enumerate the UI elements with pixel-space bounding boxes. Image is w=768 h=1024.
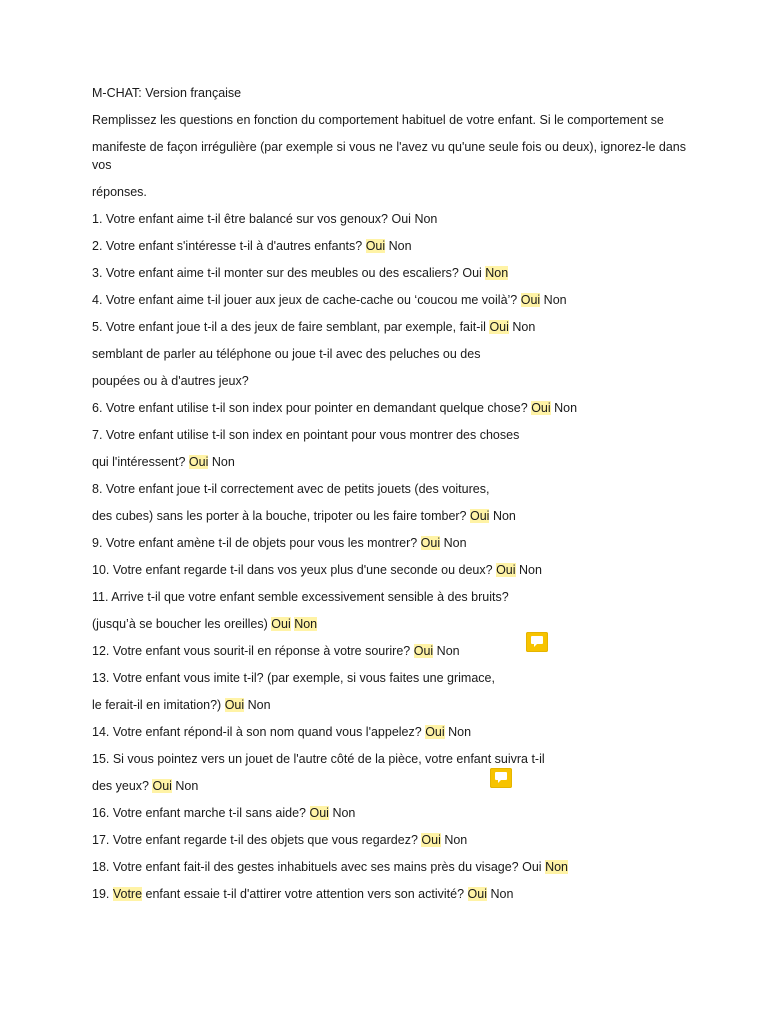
intro-line-3: réponses. <box>92 185 147 199</box>
answer-oui: Oui <box>271 617 291 631</box>
answer-non: Non <box>443 536 467 550</box>
question-text: le ferait-il en imitation?) <box>92 698 222 712</box>
question-text: 16. Votre enfant marche t-il sans aide? <box>92 806 307 820</box>
answer-oui: Oui <box>531 401 551 415</box>
question-line <box>92 399 688 417</box>
question-text: 18. Votre enfant fait-il des gestes inhabituels avec ses mains près du visage? <box>92 860 519 874</box>
question-text: enfant essaie t-il d'attirer votre attention vers son activité? <box>142 887 465 901</box>
question-text: des cubes) sans les porter à la bouche, tripoter ou les faire tomber? <box>92 509 467 523</box>
question-line <box>92 642 688 660</box>
question-line <box>92 615 688 633</box>
answer-oui: Oui <box>522 860 542 874</box>
question-line <box>92 804 688 822</box>
intro-line-1: Remplissez les questions en fonction du comportement habituel de votre enfant. Si le comportement se <box>92 113 664 127</box>
question-list <box>92 210 688 903</box>
question-line <box>92 507 688 525</box>
question-text: 17. Votre enfant regarde t-il des objets que vous regardez? <box>92 833 418 847</box>
answer-oui: Oui <box>188 455 209 469</box>
answer-non: Non <box>485 266 509 280</box>
question-text: 5. Votre enfant joue t-il a des jeux de faire semblant, par exemple, fait-il <box>92 320 486 334</box>
question-text: 10. Votre enfant regarde t-il dans vos yeux plus d'une seconde ou deux? <box>92 563 493 577</box>
answer-non: Non <box>247 698 271 712</box>
answer-oui: Oui <box>420 536 441 550</box>
question-text: 8. Votre enfant joue t-il correctement avec de petits jouets (des voitures, <box>92 482 490 496</box>
question-text: (jusqu’à se boucher les oreilles) <box>92 617 268 631</box>
answer-oui: Oui <box>413 644 434 658</box>
question-line <box>92 210 688 228</box>
question-text: 12. Votre enfant vous sourit-il en réponse à votre sourire? <box>92 644 411 658</box>
question-text: 7. Votre enfant utilise t-il son index en pointant pour vous montrer des choses <box>92 428 520 442</box>
answer-non: Non <box>436 644 460 658</box>
answer-oui: Oui <box>309 806 329 820</box>
answer-non: Non <box>175 779 199 793</box>
answer-oui: Oui <box>470 509 490 523</box>
answer-non: Non <box>444 833 468 847</box>
answer-oui: Oui <box>391 212 411 226</box>
question-text: 2. Votre enfant s'intéresse t-il à d'autres enfants? <box>92 239 363 253</box>
question-line <box>92 372 688 390</box>
answer-oui: Oui <box>496 563 516 577</box>
question-line <box>92 885 688 903</box>
question-text: qui l'intéressent? <box>92 455 186 469</box>
answer-non: Non <box>543 293 567 307</box>
answer-non: Non <box>519 563 542 577</box>
question-line <box>92 723 688 741</box>
question-line <box>92 237 688 255</box>
answer-non: Non <box>492 509 516 523</box>
question-line <box>92 696 688 714</box>
question-line <box>92 858 688 876</box>
question-text: 13. Votre enfant vous imite t-il? (par exemple, si vous faites une grimace, <box>92 671 495 685</box>
answer-non: Non <box>490 887 514 901</box>
question-line <box>92 291 688 309</box>
answer-non: Non <box>448 725 472 739</box>
comment-icon[interactable] <box>526 632 548 652</box>
answer-non: Non <box>545 860 568 874</box>
question-text: poupées ou à d'autres jeux? <box>92 374 249 388</box>
question-line <box>92 318 688 336</box>
question-text: 6. Votre enfant utilise t-il son index pour pointer en demandant quelque chose? <box>92 401 528 415</box>
question-line <box>92 534 688 552</box>
question-line <box>92 480 688 498</box>
document-body <box>92 84 688 912</box>
answer-oui: Oui <box>489 320 509 334</box>
question-text: 11. Arrive t-il que votre enfant semble excessivement sensible à des bruits? <box>92 590 509 604</box>
question-line <box>92 453 688 471</box>
highlighted-word: Votre <box>112 887 143 901</box>
question-line <box>92 777 688 795</box>
answer-non: Non <box>414 212 438 226</box>
question-text: 15. Si vous pointez vers un jouet de l'autre côté de la pièce, votre enfant suivra t-il <box>92 752 545 766</box>
question-text: 9. Votre enfant amène t-il de objets pour vous les montrer? <box>92 536 418 550</box>
question-text: 14. Votre enfant répond-il à son nom quand vous l'appelez? <box>92 725 422 739</box>
question-line <box>92 669 688 687</box>
answer-oui: Oui <box>425 725 445 739</box>
question-line <box>92 750 688 768</box>
answer-oui: Oui <box>467 887 487 901</box>
answer-oui: Oui <box>421 833 441 847</box>
answer-oui: Oui <box>152 779 172 793</box>
question-number: 19. <box>92 887 113 901</box>
answer-oui: Oui <box>224 698 245 712</box>
document-title: M-CHAT: Version française <box>92 86 242 100</box>
answer-oui: Oui <box>462 266 482 280</box>
question-text: semblant de parler au téléphone ou joue t-il avec des peluches ou des <box>92 347 481 361</box>
answer-non: Non <box>388 239 412 253</box>
question-line <box>92 264 688 282</box>
question-line <box>92 588 688 606</box>
question-line <box>92 345 688 363</box>
answer-non: Non <box>512 320 536 334</box>
intro-line-2: manifeste de façon irrégulière (par exemple si vous ne l'avez vu qu'une seule fois ou deux), ignorez-le dans vos <box>92 140 686 172</box>
answer-non: Non <box>211 455 235 469</box>
question-line <box>92 426 688 444</box>
answer-oui: Oui <box>365 239 386 253</box>
question-line <box>92 561 688 579</box>
answer-non: Non <box>332 806 356 820</box>
comment-icon[interactable] <box>490 768 512 788</box>
question-text: 3. Votre enfant aime t-il monter sur des meubles ou des escaliers? <box>92 266 459 280</box>
answer-non: Non <box>554 401 578 415</box>
question-text: 1. Votre enfant aime t-il être balancé sur vos genoux? <box>92 212 389 226</box>
answer-non: Non <box>294 617 318 631</box>
question-text: 4. Votre enfant aime t-il jouer aux jeux de cache-cache ou ‘coucou me voilà’? <box>92 293 518 307</box>
question-text: des yeux? <box>92 779 149 793</box>
answer-oui: Oui <box>520 293 541 307</box>
question-line <box>92 831 688 849</box>
